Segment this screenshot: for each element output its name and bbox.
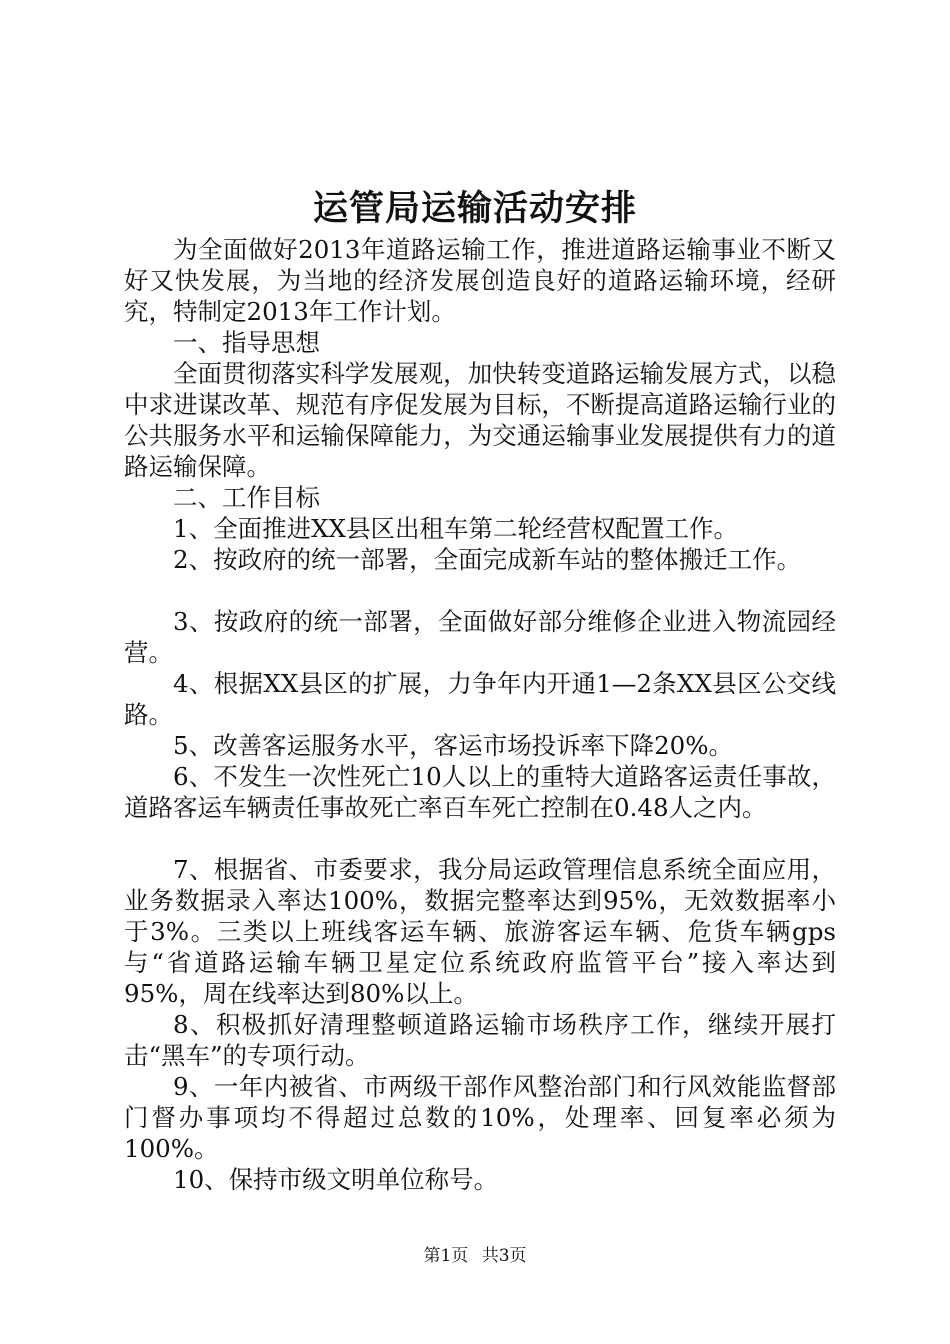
document-body	[124, 234, 836, 1195]
goal-item-6: 6、不发生一次性死亡10人以上的重特大道路客运责任事故，道路客运车辆责任事故死亡率百车死亡控制在0.48人之内。	[124, 762, 836, 822]
goal-item-4: 4、根据XX县区的扩展，力争年内开通1—2条XX县区公交线路。	[124, 669, 836, 729]
section-heading-work-goals: 二、工作目标	[173, 483, 320, 512]
goal-item-7: 7、根据省、市委要求，我分局运政管理信息系统全面应用，业务数据录入率达100%，数据完整率达到95%，无效数据率小于3%。三类以上班线客运车辆、旅游客运车辆、危货车辆gps与“省道路运输车辆卫星定位系统政府监管平台”接入率达到95%，周在线率达到80%以上。	[124, 855, 836, 1008]
goal-item-8: 8、积极抓好清理整顿道路运输市场秩序工作，继续开展打击“黑车”的专项行动。	[124, 1010, 836, 1070]
intro-paragraph: 为全面做好2013年道路运输工作，推进道路运输事业不断又好又快发展，为当地的经济发展创造良好的道路运输环境，经研究，特制定2013年工作计划。	[124, 235, 836, 326]
goal-item-3: 3、按政府的统一部署，全面做好部分维修企业进入物流园经营。	[124, 607, 836, 667]
goal-item-5: 5、改善客运服务水平，客运市场投诉率下降20%。	[173, 731, 734, 760]
page-total: 共3页	[481, 1246, 527, 1266]
goal-item-2: 2、按政府的统一部署，全面完成新车站的整体搬迁工作。	[173, 545, 802, 574]
goal-item-10: 10、保持市级文明单位称号。	[173, 1165, 499, 1194]
document-title: 运管局运输活动安排	[312, 188, 637, 229]
goal-item-9: 9、一年内被省、市两级干部作风整治部门和行风效能监督部门督办事项均不得超过总数的10%，处理率、回复率必须为100%。	[124, 1072, 836, 1163]
page-footer	[0, 1244, 950, 1268]
goal-item-1: 1、全面推进XX县区出租车第二轮经营权配置工作。	[173, 514, 738, 543]
page-number: 第1页	[423, 1246, 469, 1266]
guiding-ideology-paragraph: 全面贯彻落实科学发展观，加快转变道路运输发展方式，以稳中求进谋改革、规范有序促发展为目标，不断提高道路运输行业的公共服务水平和运输保障能力，为交通运输事业发展提供有力的道路运输保障。	[124, 359, 836, 481]
section-heading-guiding-ideology: 一、指导思想	[173, 328, 320, 357]
